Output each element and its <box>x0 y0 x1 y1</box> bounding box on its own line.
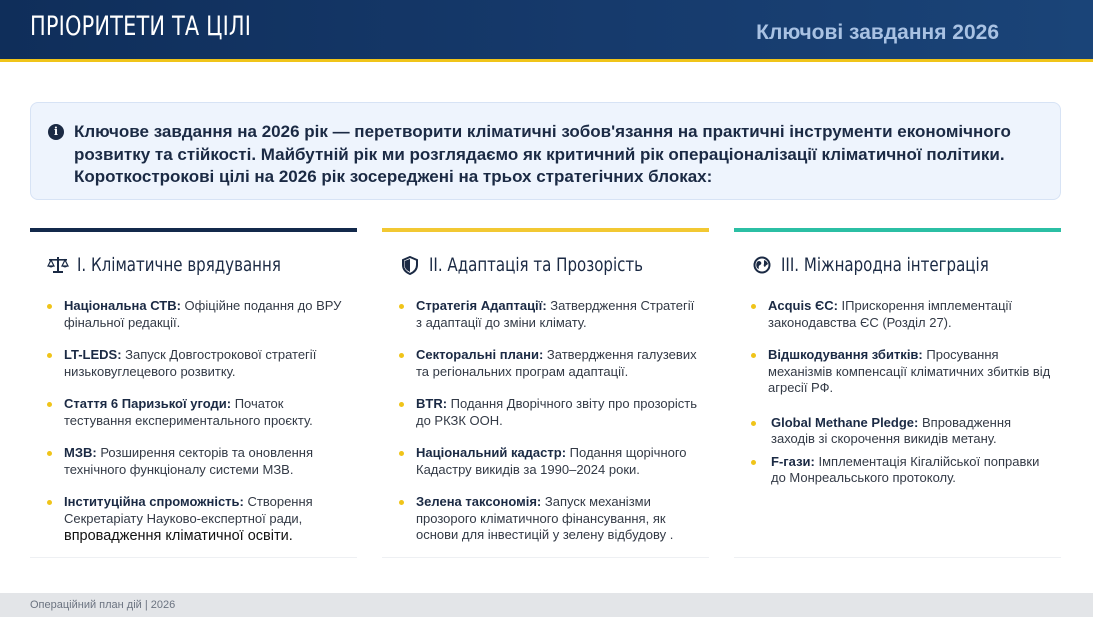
list-item: Стратегія Адаптації: Затвердження Стратегії з адаптації до зміни клімату. <box>399 298 699 331</box>
page-subtitle: Ключові завдання 2026 <box>756 21 999 44</box>
column-international <box>734 228 1061 558</box>
column-header <box>399 254 672 276</box>
list-item: Зелена таксономія: Запуск механізми прозорого кліматичного фінансування, як основи для інвестицій у зелену відбудову . <box>399 494 689 544</box>
list-item: BTR: Подання Дворічного звіту про прозорість до РКЗК ООН. <box>399 396 699 429</box>
info-icon: i <box>48 124 64 140</box>
footer-text: Операційний план дій | 2026 <box>30 599 176 611</box>
list-item: Секторальні плани: Затвердження галузевих та регіональних програм адаптації. <box>399 347 699 380</box>
column-accent-bar <box>30 228 357 232</box>
list-item: Стаття 6 Паризької угоди: Початок тестування експериментального проєкту. <box>47 396 347 429</box>
list-item: LT-LEDS: Запуск Довгострокової стратегії низьковуглецевого розвитку. <box>47 347 347 380</box>
scales-icon <box>47 255 69 275</box>
column-accent-bar <box>734 228 1061 232</box>
list-item: Global Methane Pledge: Впровадження заходів зі скорочення викидів метану. <box>751 415 1026 448</box>
column-title: III. Міжнародна інтеграція <box>781 254 989 276</box>
column-title: II. Адаптація та Прозорість <box>429 254 644 276</box>
list-item: Національний кадастр: Подання щорічного Кадастру викидів за 1990–2024 роки. <box>399 445 699 478</box>
item-list <box>399 298 699 544</box>
page-title: ПРІОРИТЕТИ ТА ЦІЛІ <box>30 11 252 42</box>
column-header <box>751 254 1017 276</box>
column-adaptation <box>382 228 709 558</box>
page-header <box>0 0 1093 62</box>
shield-icon <box>399 255 421 275</box>
list-item: Інституційна спроможність: Створення Секретаріату Науково-експертної ради, впровадження кліматичної освіти. <box>47 494 347 546</box>
intro-text: Ключове завдання на 2026 рік — перетворити кліматичні зобов'язання на практичні інструменти економічного розвитку та стійкості. Майбутній рік ми розглядаємо як критичний рік операціоналізації кліматичної політики. Короткострокові цілі на 2026 рік зосереджені на трьох стратегічних блоках: <box>74 122 1011 186</box>
globe-icon <box>751 255 773 275</box>
column-header <box>47 254 309 276</box>
item-list <box>751 298 1051 487</box>
column-title: I. Кліматичне врядування <box>77 254 281 276</box>
list-item: Відшкодування збитків: Просування механізмів компенсації кліматичних збитків від агресії РФ. <box>751 347 1051 397</box>
list-item: F-гази: Імплементація Кігалійської поправки до Монреальського протоколу. <box>751 454 1051 487</box>
list-item: Національна СТВ: Офіційне подання до ВРУ фінальної редакції. <box>47 298 347 331</box>
list-item: Acquis ЄС: IПрискорення імплементації законодавства ЄС (Розділ 27). <box>751 298 1051 331</box>
page-footer <box>0 593 1093 617</box>
item-list <box>47 298 347 546</box>
intro-callout <box>30 102 1061 200</box>
list-item: МЗВ: Розширення секторів та оновлення технічного функціоналу системи МЗВ. <box>47 445 347 478</box>
column-accent-bar <box>382 228 709 232</box>
column-governance <box>30 228 357 558</box>
